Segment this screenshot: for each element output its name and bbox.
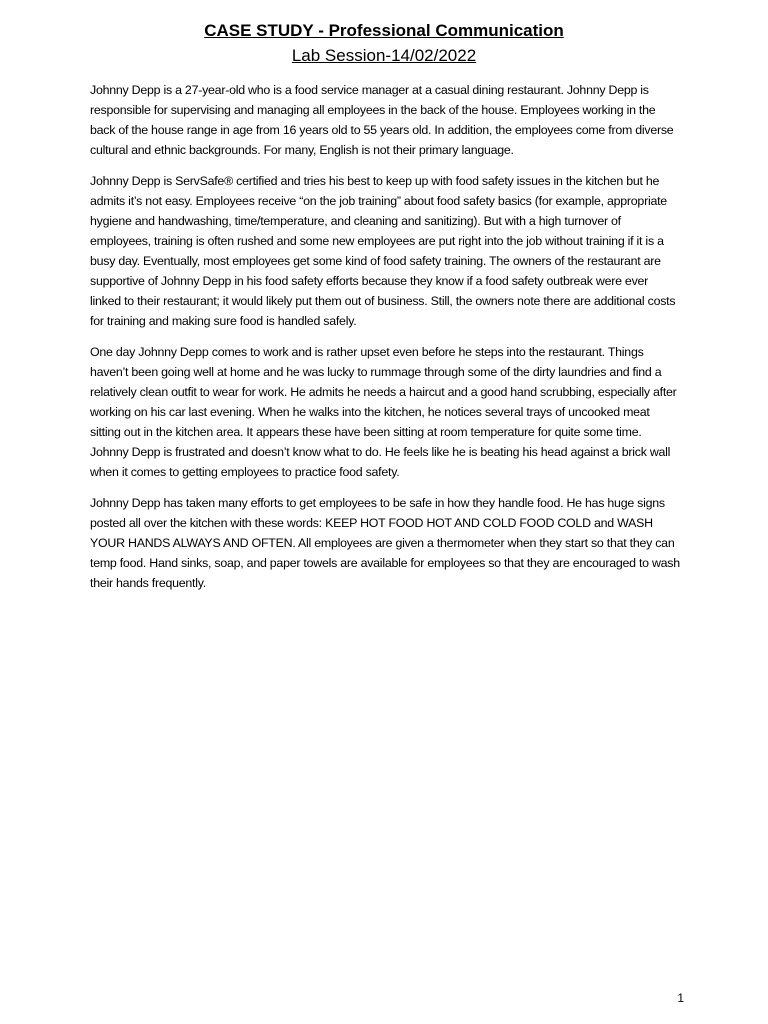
paragraph-4: Johnny Depp has taken many efforts to get employees to be safe in how they handle food. He has huge signs posted all over the kitchen with these words: KEEP HOT FOOD HOT AND COLD FOOD COLD and WASH YOUR HANDS ALWAYS AND OFTEN. All employees are given a thermometer when they start so that they can temp food. Hand sinks, soap, and paper towels are available for employees so that they are encouraged to wash their hands frequently. [90,496,680,590]
subtitle-wrapper [0,45,768,67]
paragraph-1: Johnny Depp is a 27-year-old who is a food service manager at a casual dining restaurant. Johnny Depp is responsible for supervising and managing all employees in the back of the house. Employees working in the back of the house range in age from 16 years old to 55 years old. In addition, the employees come from diverse cultural and ethnic backgrounds. For many, English is not their primary language. [90,83,674,157]
document-header [0,20,768,67]
document-subtitle: Lab Session-14/02/2022 [291,46,477,65]
paragraph-3: One day Johnny Depp comes to work and is rather upset even before he steps into the restaurant. Things haven’t been going well at home and he was lucky to rummage through some of the dirty laundries and find a relatively clean outfit to wear for work. He admits he needs a haircut and a good hand scrubbing, especially after working on his car last evening. When he walks into the kitchen, he notices several trays of uncooked meat sitting out in the kitchen area. It appears these have been sitting at room temperature for quite some time. Johnny Depp is frustrated and doesn’t know what to do. He feels like he is beating his head against a brick wall when it comes to getting employees to practice food safety. [90,345,677,479]
document-body [90,80,682,604]
paragraph-2: Johnny Depp is ServSafe® certified and tries his best to keep up with food safety issues in the kitchen but he admits it’s not easy. Employees receive “on the job training” about food safety basics (for example, appropriate hygiene and handwashing, time/temperature, and cleaning and sanitizing). But with a high turnover of employees, training is often rushed and some new employees are put right into the job without training if it is a busy day. Eventually, most employees get some kind of food safety training. The owners of the restaurant are supportive of Johnny Depp in his food safety efforts because they know if a food safety outbreak were ever linked to their restaurant; it would likely put them out of business. Still, the owners note there are additional costs for training and making sure food is handled safely. [90,174,676,328]
page-number: 1 [677,991,684,1005]
document-title: CASE STUDY - Professional Communication [204,21,564,40]
